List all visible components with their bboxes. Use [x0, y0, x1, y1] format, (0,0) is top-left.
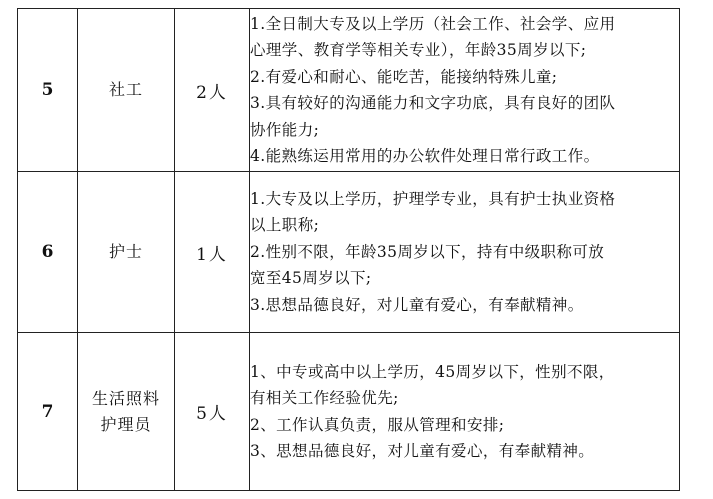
- requirement-line: 2.性别不限，年龄35周岁以下，持有中级职称可放: [250, 242, 605, 261]
- requirements: [250, 172, 680, 333]
- requirement-line: 有相关工作经验优先;: [250, 389, 399, 407]
- requirement-line: 3.具有较好的沟通能力和文字功底，具有良好的团队: [250, 94, 616, 112]
- table-row: [18, 333, 680, 491]
- post-name-line: 护理员: [100, 414, 152, 434]
- row-number: 7: [18, 333, 78, 491]
- post-name: [78, 333, 175, 491]
- requirement-line: 以上职称;: [250, 216, 320, 235]
- requirements: [250, 9, 680, 172]
- headcount: 1人: [175, 172, 250, 333]
- requirement-line: 1.大专及以上学历，护理学专业，具有护士执业资格: [250, 189, 616, 208]
- requirement-line: 心理学、教育学等相关专业），年龄35周岁以下;: [250, 41, 587, 59]
- headcount: 2人: [175, 9, 250, 172]
- requirement-line: 1.全日制大专及以上学历（社会工作、社会学、应用: [250, 14, 616, 33]
- headcount: 5人: [175, 333, 250, 491]
- requirements: [250, 333, 680, 491]
- requirement-line: 2、工作认真负责，服从管理和安排;: [250, 415, 505, 434]
- requirement-line: 4.能熟练运用常用的办公软件处理日常行政工作。: [250, 147, 600, 165]
- post-name-line: 护士: [108, 242, 143, 261]
- post-name: [78, 9, 175, 172]
- requirement-line: 2.有爱心和耐心、能吃苦，能接纳特殊儿童;: [250, 67, 558, 86]
- requirement-line: 协作能力;: [250, 120, 320, 139]
- requirement-line: 1、中专或高中以上学历，45周岁以下，性别不限，: [250, 362, 615, 381]
- requirement-line: 3、思想品德良好，对儿童有爱心，有奉献精神。: [250, 442, 595, 460]
- requirement-line: 宽至45周岁以下;: [250, 269, 372, 288]
- post-name-line: 社工: [108, 80, 143, 99]
- recruitment-table: [17, 8, 680, 491]
- post-name: [78, 172, 175, 333]
- requirement-line: 3.思想品德良好，对儿童有爱心，有奉献精神。: [250, 295, 584, 314]
- post-name-line: 生活照料: [91, 388, 160, 408]
- table-row: [18, 172, 680, 333]
- row-number: 5: [18, 9, 78, 172]
- table-row: [18, 9, 680, 172]
- row-number: 6: [18, 172, 78, 333]
